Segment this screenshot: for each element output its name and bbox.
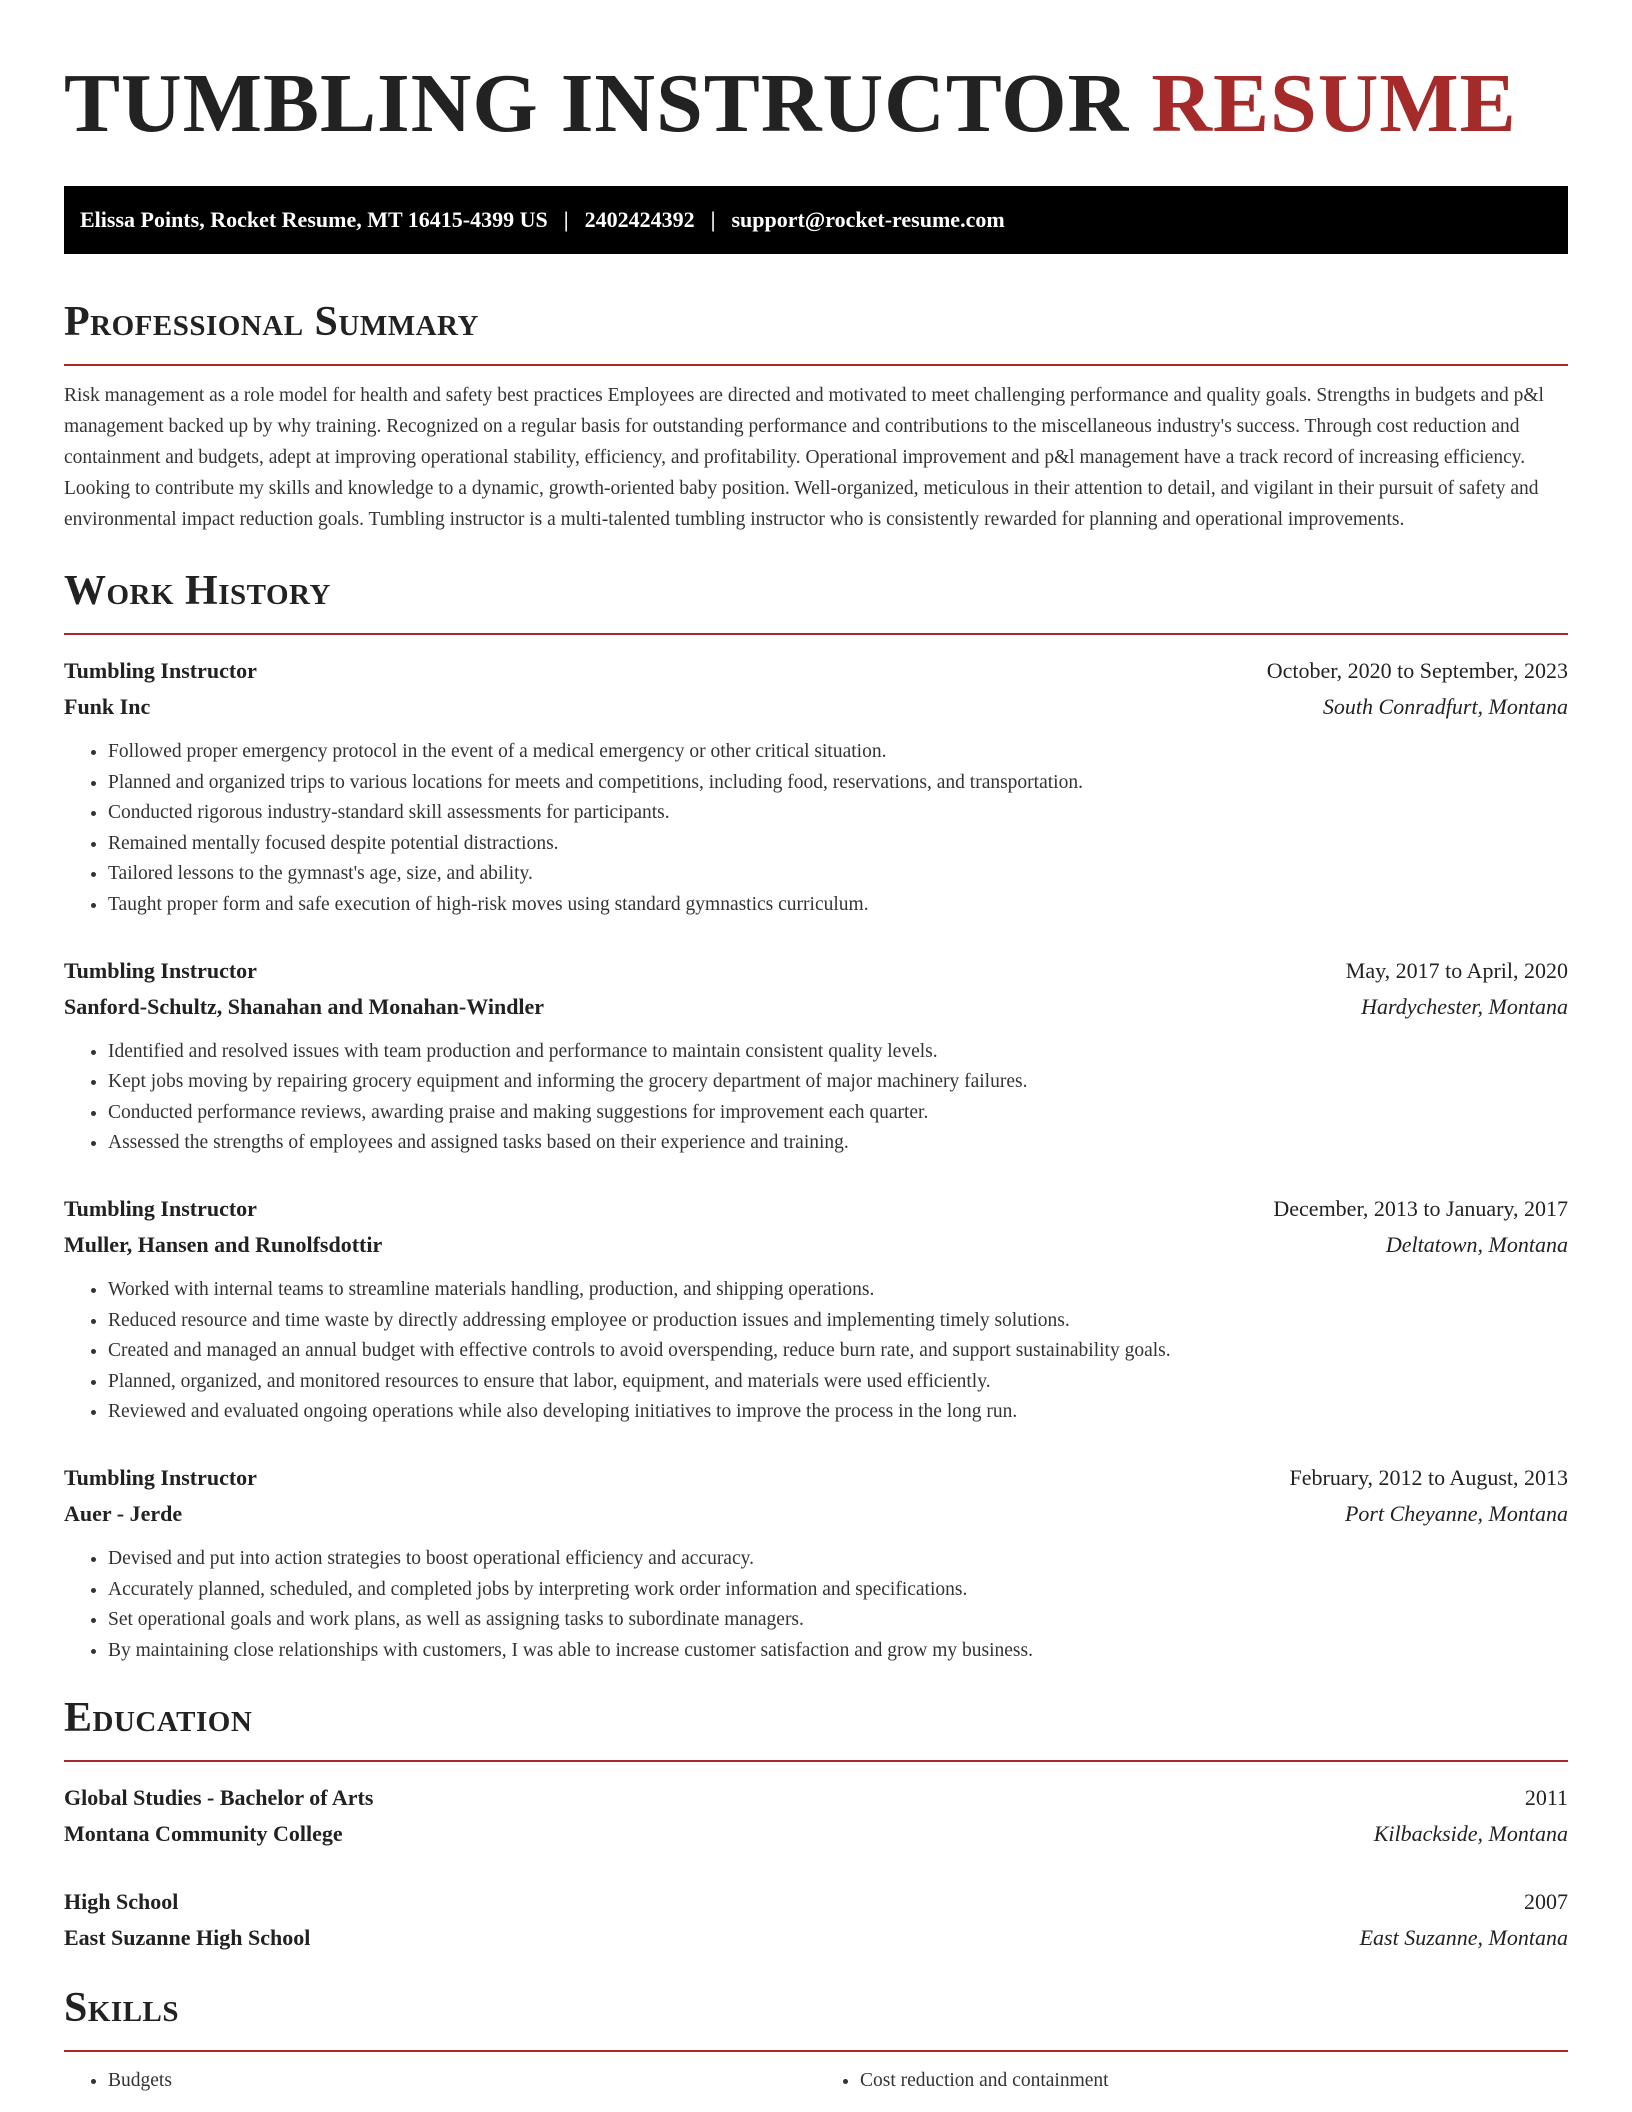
job-location: Hardychester, Montana bbox=[1361, 993, 1568, 1019]
section-divider bbox=[64, 2050, 1568, 2052]
education-school: Montana Community College bbox=[64, 1821, 343, 1847]
job-bullet: • Conducted rigorous industry-standard skill assessments for participants. bbox=[108, 798, 1568, 829]
summary-text: Risk management as a role model for health and safety best practices Employees are directed and motivated to meet challenging performance and quality goals. Strengths in budgets and p&l management backed up by why training. Recognized on a regular basis for outstanding performance and contributions to the miscellaneous industry's success. Through cost reduction and containment and budgets, adept at improving operational stability, efficiency, and profitability. Operational improvement and p&l management have a track record of increasing efficiency. Looking to contribute my skills and knowledge to a dynamic, growth-oriented baby position. Well-organized, meticulous in their attention to detail, and vigilant in their pursuit of safety and environmental impact reduction goals. Tumbling instructor is a multi-talented tumbling instructor who is consistently rewarded for planning and operational improvements. bbox=[64, 385, 1544, 530]
section-heading-skills: Skills bbox=[64, 1985, 180, 2032]
education-entry bbox=[64, 1884, 1568, 1956]
education-school: East Suzanne High School bbox=[64, 1925, 311, 1951]
job-location: Deltatown, Montana bbox=[1385, 1231, 1568, 1257]
job-header-row bbox=[64, 1191, 1568, 1227]
job-location: South Conradfurt, Montana bbox=[1322, 694, 1568, 719]
education-header-row bbox=[64, 1884, 1568, 1920]
education-degree: Global Studies - Bachelor of Arts bbox=[64, 1785, 374, 1811]
job-entry bbox=[64, 1191, 1568, 1428]
job-bullet: • Devised and put into action strategies to boost operational efficiency and accuracy. bbox=[108, 1544, 1568, 1575]
section-heading-work: Work History bbox=[64, 568, 331, 614]
job-company: Sanford-Schultz, Shanahan and Monahan-Windler bbox=[64, 993, 545, 1019]
education-school-row bbox=[64, 1816, 1568, 1852]
education-header-row bbox=[64, 1780, 1568, 1816]
skills-column-right bbox=[816, 2066, 1568, 2096]
contact-separator: | bbox=[563, 207, 569, 232]
job-company-row bbox=[64, 1227, 1568, 1263]
job-title: Tumbling Instructor bbox=[64, 658, 257, 683]
job-header-row bbox=[64, 653, 1568, 689]
contact-separator: | bbox=[710, 207, 716, 232]
job-bullet: • Set operational goals and work plans, as well as assigning tasks to subordinate managers. bbox=[108, 1605, 1568, 1636]
job-bullet: • Worked with internal teams to streamline materials handling, production, and shipping operations. bbox=[108, 1275, 1568, 1306]
job-entry bbox=[64, 953, 1568, 1159]
job-title: Tumbling Instructor bbox=[64, 1464, 257, 1490]
education-year: 2007 bbox=[1524, 1889, 1568, 1915]
education-location: Kilbackside, Montana bbox=[1373, 1821, 1568, 1847]
job-bullet: • Kept jobs moving by repairing grocery equipment and informing the grocery department of major machinery failures. bbox=[108, 1067, 1568, 1098]
job-bullet: • By maintaining close relationships with customers, I was able to increase customer satisfaction and grow my business. bbox=[108, 1636, 1568, 1667]
section-divider bbox=[64, 1760, 1568, 1762]
title-main: TUMBLING INSTRUCTOR bbox=[64, 57, 1130, 150]
job-dates: February, 2012 to August, 2013 bbox=[1289, 1464, 1568, 1490]
job-dates: May, 2017 to April, 2020 bbox=[1345, 957, 1568, 983]
job-bullet: • Identified and resolved issues with team production and performance to maintain consistent quality levels. bbox=[108, 1037, 1568, 1068]
job-company-row bbox=[64, 989, 1568, 1025]
contact-email: support@rocket-resume.com bbox=[731, 207, 1005, 232]
job-bullet: • Accurately planned, scheduled, and completed jobs by interpreting work order information and specifications. bbox=[108, 1575, 1568, 1606]
job-company-row bbox=[64, 1496, 1568, 1532]
job-entry bbox=[64, 1460, 1568, 1666]
job-company: Muller, Hansen and Runolfsdottir bbox=[64, 1231, 383, 1257]
job-title: Tumbling Instructor bbox=[64, 957, 257, 983]
job-entry bbox=[64, 653, 1568, 921]
job-bullet: • Planned, organized, and monitored resources to ensure that labor, equipment, and materials were used efficiently. bbox=[108, 1367, 1568, 1398]
education-degree: High School bbox=[64, 1889, 179, 1915]
education-location: East Suzanne, Montana bbox=[1359, 1925, 1568, 1951]
contact-bar bbox=[64, 186, 1568, 254]
education-school-row bbox=[64, 1920, 1568, 1956]
job-company-row bbox=[64, 689, 1568, 725]
job-bullets bbox=[64, 737, 1568, 921]
contact-address: Elissa Points, Rocket Resume, MT 16415-4399 US bbox=[80, 207, 548, 232]
job-dates: October, 2020 to September, 2023 bbox=[1266, 658, 1568, 683]
job-bullets bbox=[64, 1037, 1568, 1159]
job-bullet: • Taught proper form and safe execution of high-risk moves using standard gymnastics curriculum. bbox=[108, 890, 1568, 921]
job-bullet: • Tailored lessons to the gymnast's age, size, and ability. bbox=[108, 859, 1568, 890]
job-bullet: • Assessed the strengths of employees and assigned tasks based on their experience and training. bbox=[108, 1128, 1568, 1159]
resume-title bbox=[64, 56, 1568, 152]
job-bullet: • Conducted performance reviews, awarding praise and making suggestions for improvement each quarter. bbox=[108, 1098, 1568, 1129]
job-bullet: • Reduced resource and time waste by directly addressing employee or production issues and implementing timely solutions. bbox=[108, 1306, 1568, 1337]
job-bullet: • Reviewed and evaluated ongoing operations while also developing initiatives to improve the process in the long run. bbox=[108, 1397, 1568, 1428]
skill-item: • Budgets bbox=[108, 2066, 816, 2096]
skills-list bbox=[64, 2066, 1568, 2096]
job-bullets bbox=[64, 1544, 1568, 1666]
job-bullets bbox=[64, 1275, 1568, 1428]
education-year: 2011 bbox=[1524, 1785, 1568, 1811]
job-bullet: • Followed proper emergency protocol in the event of a medical emergency or other critical situation. bbox=[108, 737, 1568, 768]
contact-phone: 2402424392 bbox=[584, 207, 695, 232]
section-divider bbox=[64, 364, 1568, 366]
title-accent: RESUME bbox=[1151, 57, 1517, 150]
skills-column-left bbox=[64, 2066, 816, 2096]
job-company: Funk Inc bbox=[64, 694, 151, 719]
education-entry bbox=[64, 1780, 1568, 1852]
job-dates: December, 2013 to January, 2017 bbox=[1273, 1195, 1568, 1221]
job-bullet: • Remained mentally focused despite potential distractions. bbox=[108, 829, 1568, 860]
skill-item: • Cost reduction and containment bbox=[860, 2066, 1568, 2096]
section-divider bbox=[64, 633, 1568, 635]
job-header-row bbox=[64, 953, 1568, 989]
job-header-row bbox=[64, 1460, 1568, 1496]
job-bullet: • Created and managed an annual budget with effective controls to avoid overspending, reduce burn rate, and support sustainability goals. bbox=[108, 1336, 1568, 1367]
job-location: Port Cheyanne, Montana bbox=[1344, 1500, 1568, 1526]
section-heading-summary: Professional Summary bbox=[64, 299, 479, 345]
job-title: Tumbling Instructor bbox=[64, 1195, 257, 1221]
job-bullet: • Planned and organized trips to various locations for meets and competitions, including food, reservations, and transportation. bbox=[108, 768, 1568, 799]
job-company: Auer - Jerde bbox=[64, 1500, 183, 1526]
section-heading-education: Education bbox=[64, 1695, 253, 1742]
